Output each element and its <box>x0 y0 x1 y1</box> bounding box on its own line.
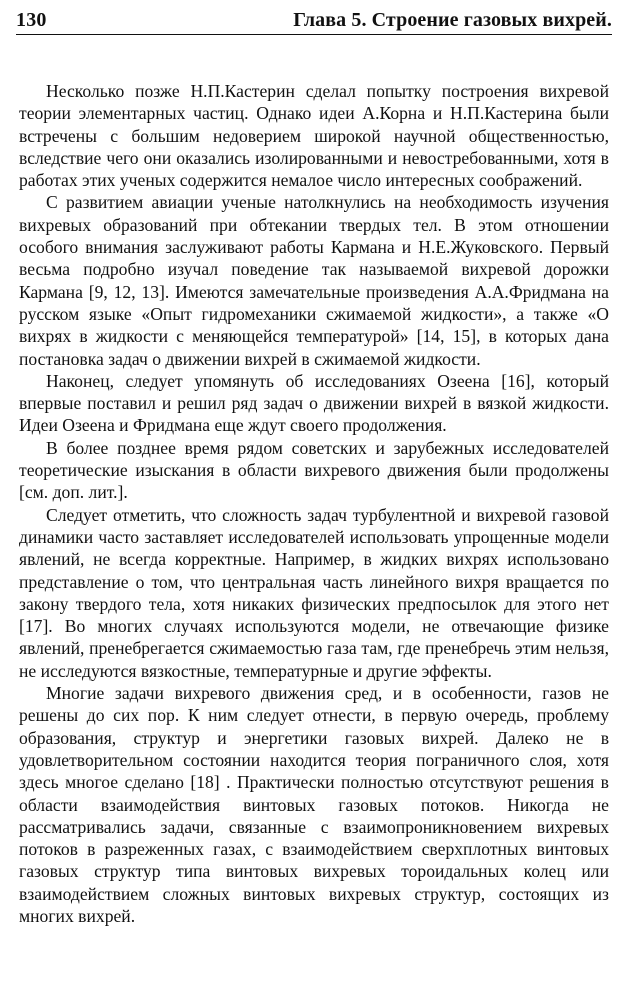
body-text <box>19 80 609 927</box>
paragraph: Наконец, следует упомянуть об исследованиях Озеена [16], который впервые поставил и решил ряд задач о движении вихрей в вязкой жидкости. Идеи Озеена и Фридмана еще ждут своего продолжения. <box>19 370 609 436</box>
paragraph: Многие задачи вихревого движения сред, и в особенности, газов не решены до сих пор. К ним следует отнести, в первую очередь, проблему образования, структур и энергетики газовых вихрей. Далеко не в удовлетворительном состоянии находится теория пограничного слоя, хотя здесь многое сделано [18] . Практически полностью отсутствуют решения в области взаимодействия винтовых газовых потоков. Никогда не рассматривались задачи, связанные с взаимопроникновением вихревых потоков в разреженных газах, с взаимодействием сверхплотных винтовых газовых структур типа винтовых вихревых тороидальных колец или взаимодействием сложных винтовых вихревых структур, состоящих из многих вихрей. <box>19 683 609 926</box>
paragraph: С развитием авиации ученые натолкнулись на необходимость изучения вихревых образований при обтекании твердых тел. В этом отношении особого внимания заслуживают работы Кармана и Н.Е.Жуковского. Первый весьма подробно изучал поведение так называемой вихревой дорожки Кармана [9, 12, 13]. Имеются замечательные произведения А.А.Фридмана на русском языке «Опыт гидромеханики сжимаемой жидкости», а также «О вихрях в жидкости с меняющейся температурой» [14, 15], в которых дана постановка задач о движении вихрей в сжимаемой жидкости. <box>19 192 609 369</box>
paragraph: Следует отметить, что сложность задач турбулентной и вихревой газовой динамики часто заставляет исследователей использовать упрощенные модели явлений, не всегда корректные. Например, в жидких вихрях использовано представление о том, что центральная часть линейного вихря вращается по закону твердого тела, хотя никаких физических предпосылок для этого нет [17]. Во многих случаях используются модели, не отвечающие физике явлений, пренебрегается сжимаемостью газа там, где пренебречь этим нельзя, не исследуются вязкостные, температурные и другие эффекты. <box>19 504 609 681</box>
paragraph: В более позднее время рядом советских и зарубежных исследователей теоретические изыскания в области вихревого движения были продолжены [см. доп. лит.]. <box>19 437 609 503</box>
page-number: 130 <box>16 9 47 31</box>
page-header <box>16 4 612 35</box>
paragraph: Несколько позже Н.П.Кастерин сделал попытку построения вихревой теории элементарных частиц. Однако идеи А.Корна и Н.П.Кастерина были встречены с большим недоверием широкой научной общественностью, вследствие чего они оказались изолированными и невостребованными, хотя в работах этих ученых содержится немалое число интересных соображений. <box>19 81 609 191</box>
chapter-title: Глава 5. Строение газовых вихрей. <box>293 9 612 31</box>
